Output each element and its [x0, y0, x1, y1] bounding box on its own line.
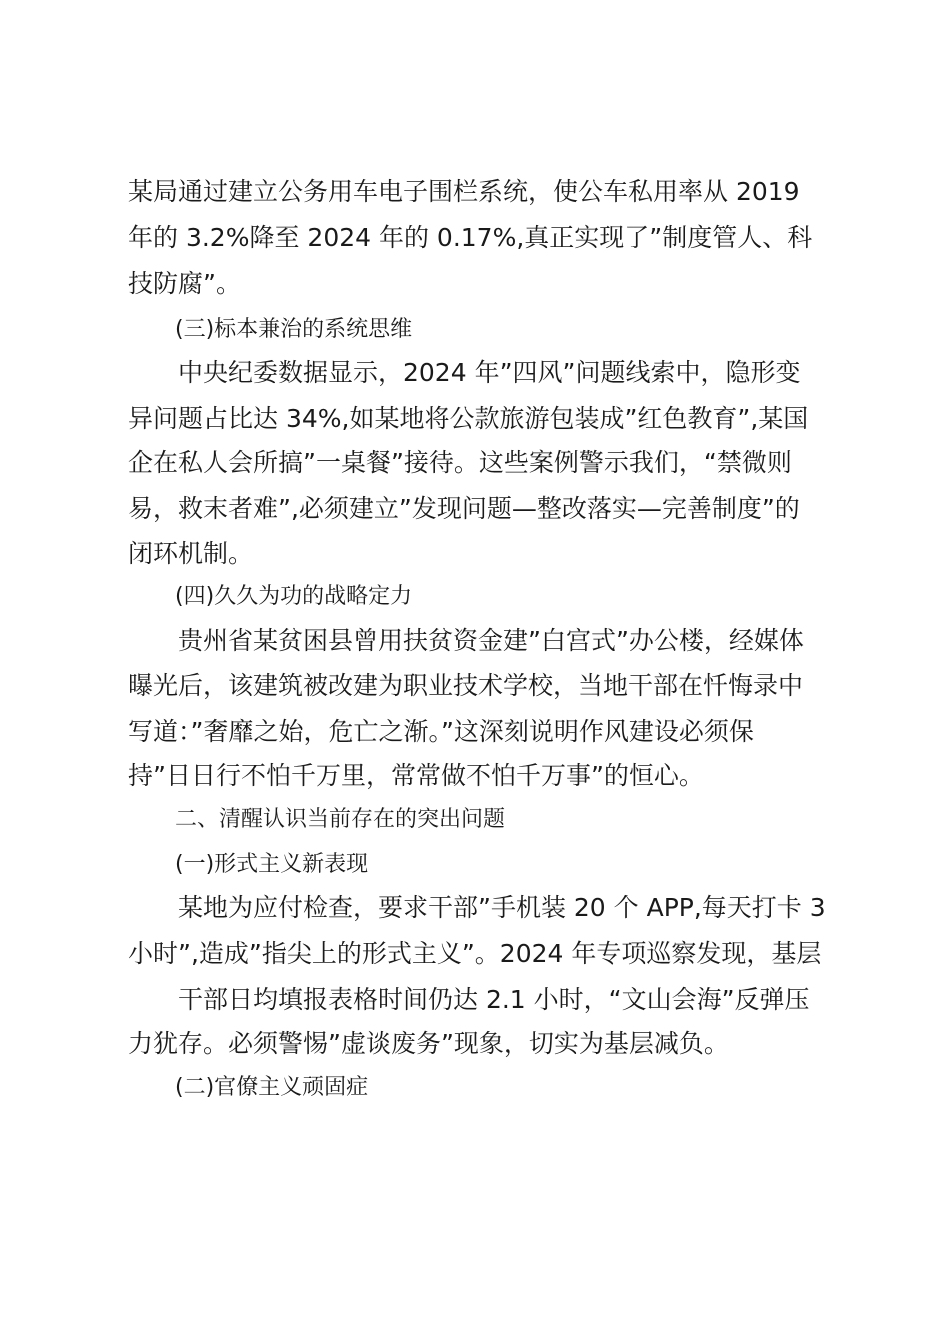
text-line: 小时”,造成”指尖上的形式主义”。2024 年专项巡察发现，基层: [128, 939, 822, 968]
section-heading: (三)标本兼治的系统思维: [175, 317, 413, 342]
text-line: 闭环机制。: [128, 539, 254, 568]
text-line: 中央纪委数据显示，2024 年”四风”问题线索中，隐形变: [178, 358, 801, 387]
section-heading: (四)久久为功的战略定力: [175, 584, 413, 609]
text-line: 年的 3.2%降至 2024 年的 0.17%,真正实现了”制度管人、科: [128, 223, 813, 252]
text-line: 易，救末者难”,必须建立”发现问题—整改落实—完善制度”的: [128, 494, 800, 523]
text-line: 技防腐”。: [128, 269, 241, 298]
text-line: 企在私人会所搞”一桌餐”接待。这些案例警示我们，“禁微则: [128, 448, 792, 477]
text-line: 某地为应付检查，要求干部”手机装 20 个 APP,每天打卡 3: [178, 893, 826, 922]
section-heading: (二)官僚主义顽固症: [175, 1075, 369, 1100]
text-line: 某局通过建立公务用车电子围栏系统，使公车私用率从 2019: [128, 177, 800, 206]
text-line: 曝光后，该建筑被改建为职业技术学校，当地干部在忏悔录中: [128, 671, 804, 700]
section-heading: 二、清醒认识当前存在的突出问题: [175, 807, 506, 832]
text-line: 力犹存。必须警惕”虚谈废务”现象，切实为基层减负。: [128, 1029, 729, 1058]
text-line: 贵州省某贫困县曾用扶贫资金建”白宫式”办公楼，经媒体: [178, 626, 804, 655]
section-heading: (一)形式主义新表现: [175, 852, 369, 877]
text-line: 写道：”奢靡之始，危亡之渐。”这深刻说明作风建设必须保: [128, 717, 754, 746]
text-line: 干部日均填报表格时间仍达 2.1 小时，“文山会海”反弹压: [178, 985, 810, 1014]
text-line: 持”日日行不怕千万里，常常做不怕千万事”的恒心。: [128, 761, 704, 790]
text-line: 异问题占比达 34%,如某地将公款旅游包装成”红色教育”,某国: [128, 404, 809, 433]
